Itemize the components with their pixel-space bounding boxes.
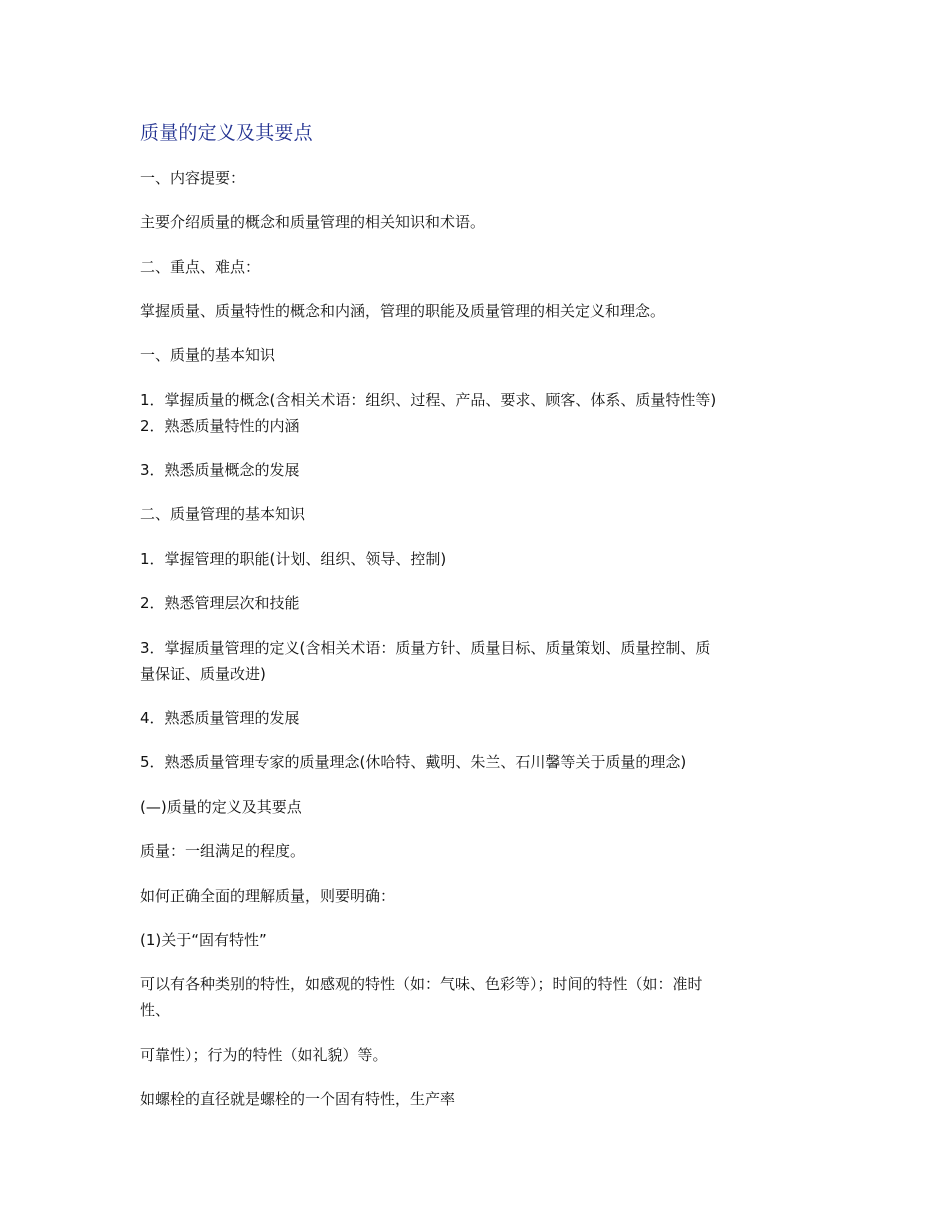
paragraph: 1．掌握管理的职能(计划、组织、领导、控制) <box>140 550 447 568</box>
paragraph: (1)关于“固有特性” <box>140 931 267 949</box>
paragraph: 可靠性）；行为的特性（如礼貌）等。 <box>140 1046 388 1064</box>
paragraph: 5．熟悉质量管理专家的质量理念(休哈特、戴明、朱兰、石川馨等关于质量的理念) <box>140 753 687 771</box>
paragraph: 可以有各种类别的特性，如感观的特性（如：气味、色彩等）；时间的特性（如：准时 <box>140 975 703 993</box>
paragraph: (—)质量的定义及其要点 <box>140 798 302 816</box>
paragraph: 二、质量管理的基本知识 <box>140 505 306 523</box>
paragraph: 掌握质量、质量特性的概念和内涵，管理的职能及质量管理的相关定义和理念。 <box>140 302 666 320</box>
paragraph: 主要介绍质量的概念和质量管理的相关知识和术语。 <box>140 213 486 231</box>
paragraph: 二、重点、难点： <box>140 258 261 276</box>
paragraph: 2．熟悉管理层次和技能 <box>140 594 300 612</box>
paragraph: 一、内容提要： <box>140 169 246 187</box>
paragraph: 如螺栓的直径就是螺栓的一个固有特性，生产率 <box>140 1090 456 1108</box>
paragraph: 2．熟悉质量特性的内涵 <box>140 417 300 435</box>
paragraph: 质量：一组满足的程度。 <box>140 842 306 860</box>
paragraph: 量保证、质量改进) <box>140 665 266 683</box>
document-title: 质量的定义及其要点 <box>140 122 313 144</box>
paragraph: 3．熟悉质量概念的发展 <box>140 461 300 479</box>
paragraph: 1．掌握质量的概念(含相关术语：组织、过程、产品、要求、顾客、体系、质量特性等) <box>140 391 717 409</box>
paragraph: 3．掌握质量管理的定义(含相关术语：质量方针、质量目标、质量策划、质量控制、质 <box>140 639 711 657</box>
paragraph: 性、 <box>140 1001 171 1019</box>
paragraph: 如何正确全面的理解质量，则要明确： <box>140 887 396 905</box>
paragraph: 4．熟悉质量管理的发展 <box>140 709 300 727</box>
paragraph: 一、质量的基本知识 <box>140 346 276 364</box>
